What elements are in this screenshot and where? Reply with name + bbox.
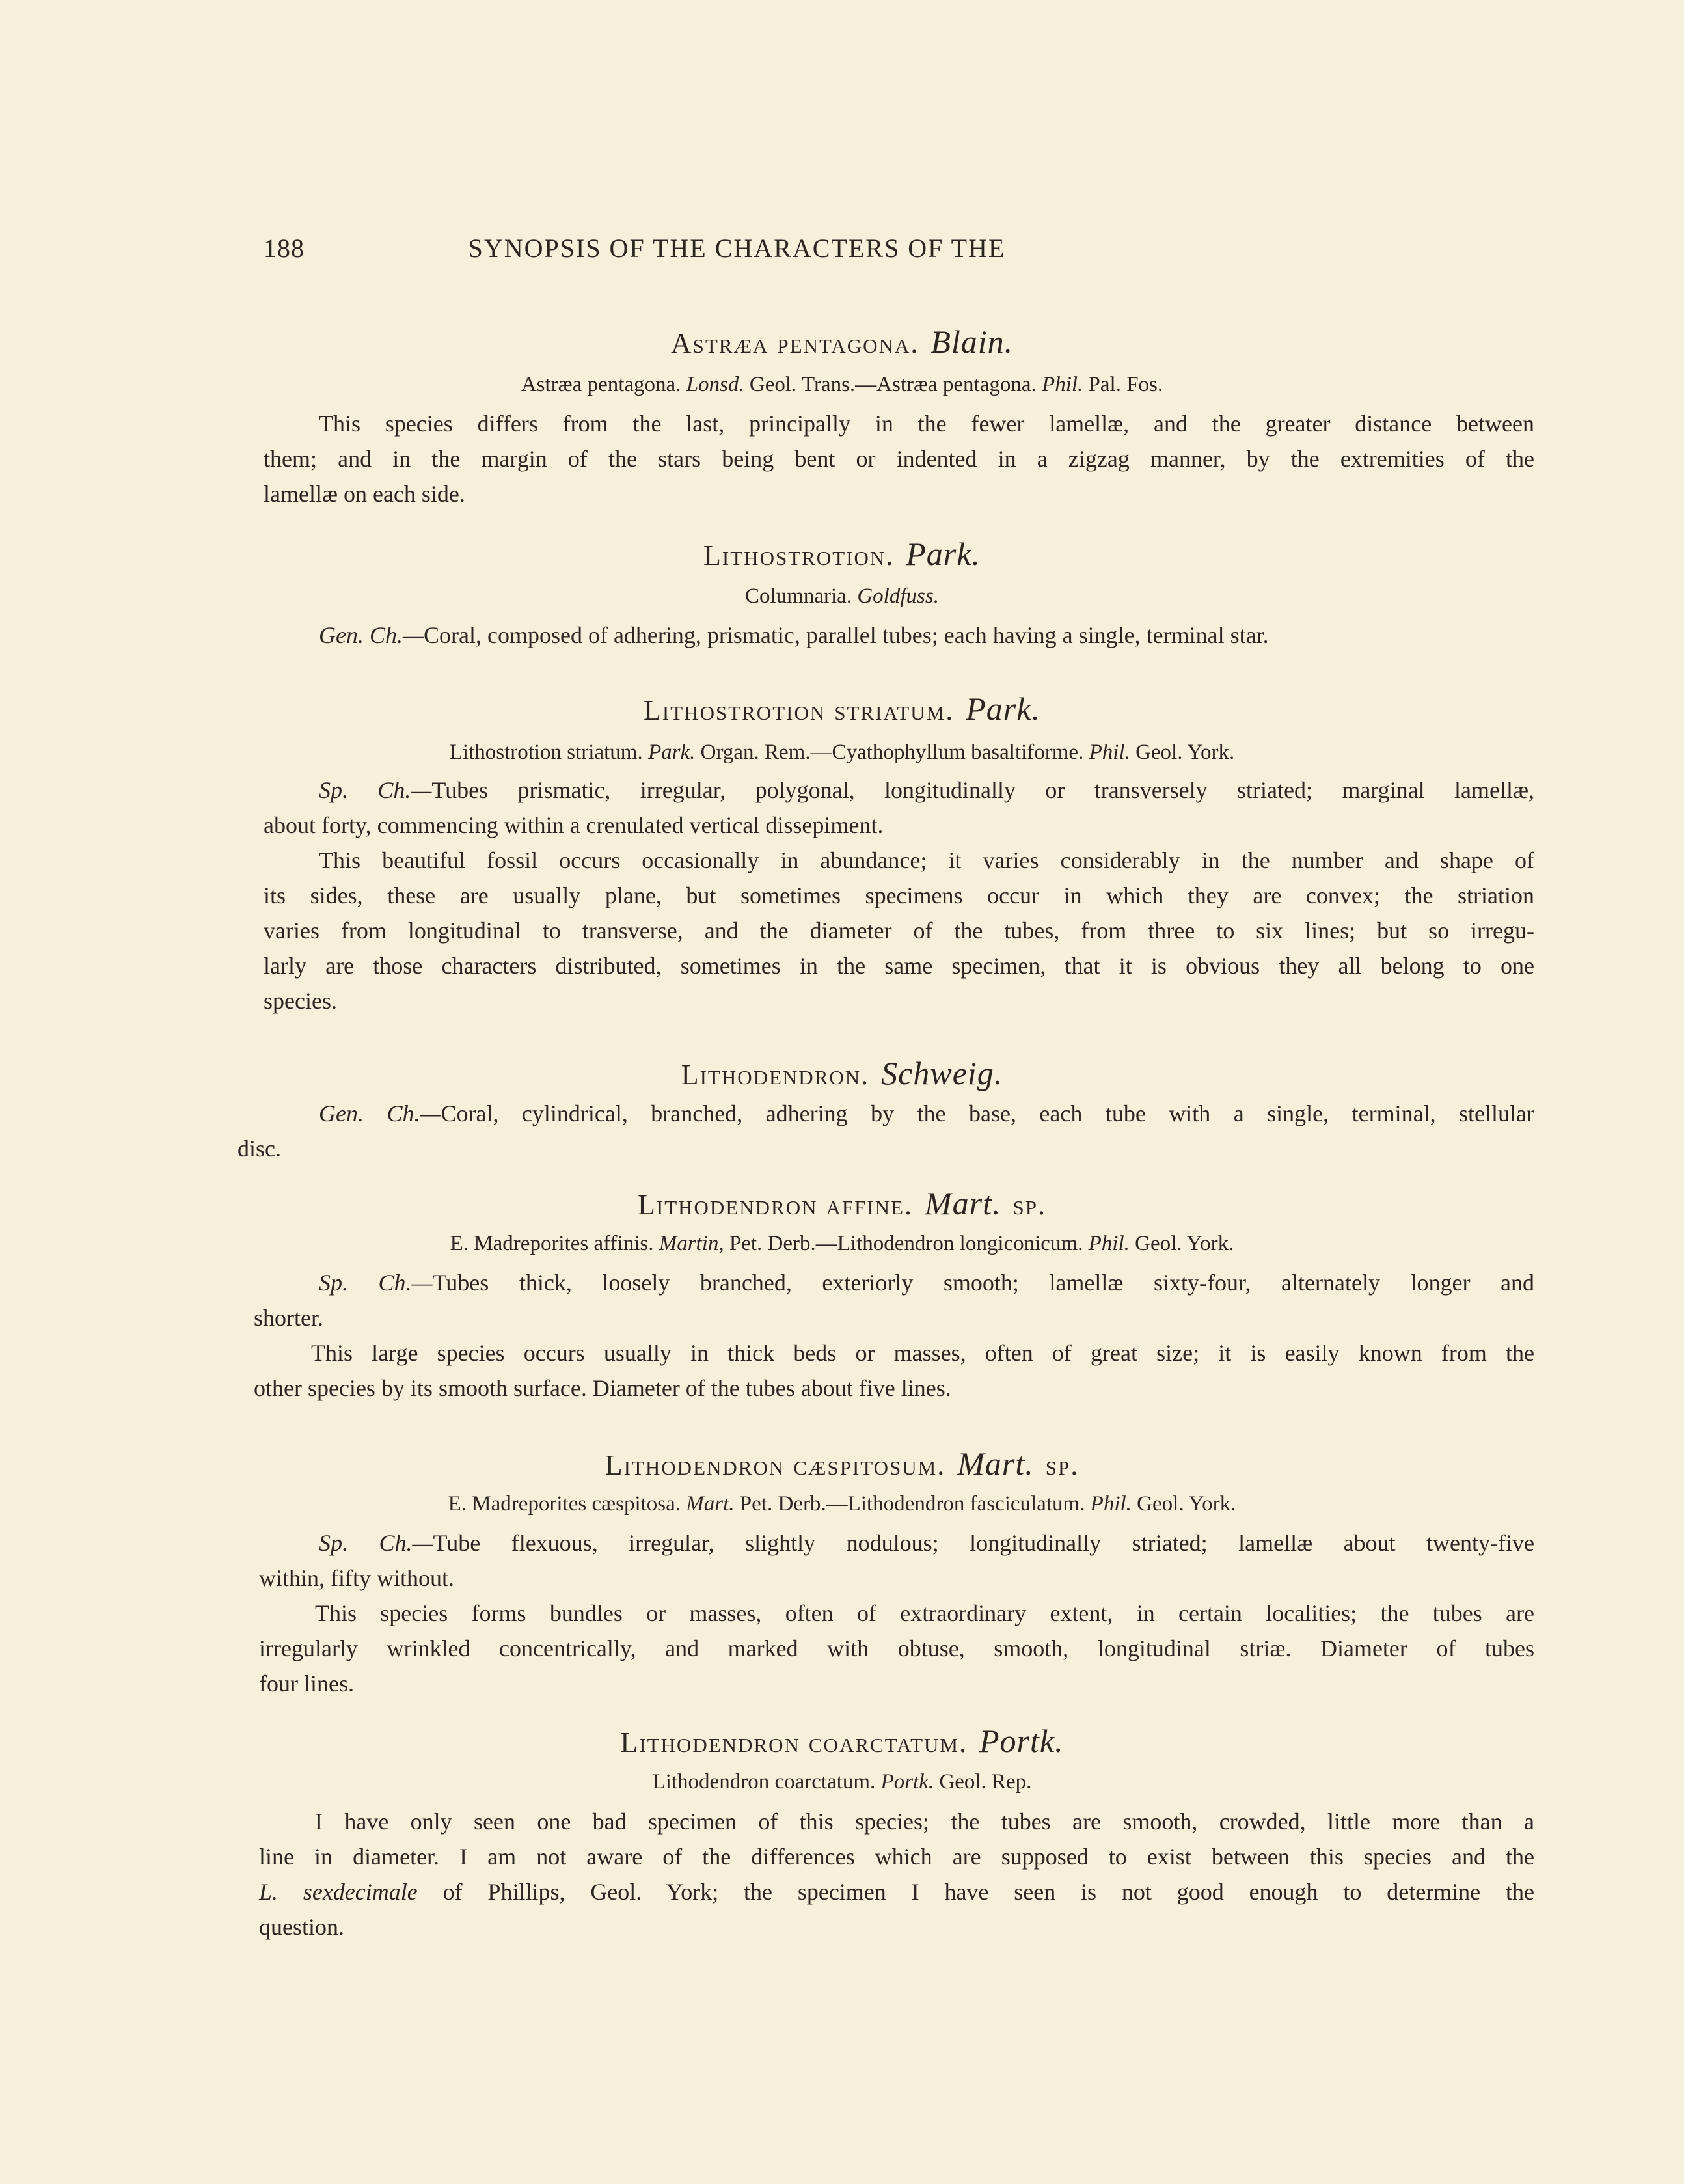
body-line: irregularly wrinkled concentrically, and marked with obtuse, smooth, longitudinal striæ. Diameter of tubes [259,1635,1534,1661]
citation-text: Pet. Derb.—Lithodendron longiconicum. [724,1232,1089,1255]
synonymy-lithostrotion [0,584,1684,608]
specific-character-label: Sp. Ch.— [319,1270,433,1296]
body-line: four lines. [259,1671,354,1697]
body-line: Gen. Ch.—Coral, cylindrical, branched, adhering by the base, each tube with a single, terminal, stellular [319,1100,1534,1126]
citation-text: Columnaria. [745,584,858,608]
section-heading-lithodendron-affine [0,1184,1684,1222]
section-heading-lithodendron [0,1054,1684,1092]
citation-author: Lonsd. [686,373,744,396]
author: Park. [966,690,1040,727]
synonymy-lithodendron-affine [0,1232,1684,1256]
generic-character-label: Gen. Ch.— [319,622,424,648]
citation-author: Phil. [1042,373,1083,396]
specific-character-label: Sp. Ch.— [319,1530,433,1556]
citation-author: Park. [647,741,696,764]
citation-author: Mart. [686,1492,735,1516]
citation-text: Astræa pentagona. [521,373,686,396]
body-line: species. [264,988,337,1014]
citation-author: Portk. [880,1770,934,1794]
body-line: Sp. Ch.—Tube flexuous, irregular, slightly nodulous; longitudinally striated; lamellæ about twenty-five [319,1530,1534,1556]
author: Blain. [930,323,1014,360]
section-heading-lithostrotion [0,535,1684,573]
author: Mart. [957,1445,1034,1482]
body-line: L. sexdecimale of Phillips, Geol. York; the specimen I have seen is not good enough to determine the [259,1879,1534,1905]
page-number: 188 [264,234,305,263]
sp-suffix: sp. [1012,1189,1046,1221]
body-line: This species differs from the last, principally in the fewer lamellæ, and the greater distance between [319,411,1534,437]
genus-name: Lithodendron. [681,1059,870,1091]
body-line: line in diameter. I am not aware of the differences which are supposed to exist between this species and the [259,1844,1534,1870]
citation-text: Geol. York. [1131,1492,1236,1516]
body-line: This beautiful fossil occurs occasionally in abundance; it varies considerably in the number and shape of [319,847,1534,873]
species-name: Lithodendron coarctatum. [620,1727,968,1758]
citation-text: Geol. Trans.—Astræa pentagona. [744,373,1042,396]
body-line: question. [259,1914,344,1940]
body-line: Sp. Ch.—Tubes prismatic, irregular, polygonal, longitudinally or transversely striated; marginal lamellæ, [319,777,1534,803]
author: Portk. [979,1723,1064,1759]
body-line: shorter. [254,1305,323,1331]
species-name: Lithostrotion striatum. [644,694,955,726]
synonymy-astraea-pentagona [0,373,1684,397]
running-title: SYNOPSIS OF THE CHARACTERS OF THE [468,234,1006,263]
citation-text: Geol. Rep. [934,1770,1032,1794]
body-line: disc. [238,1136,281,1162]
genus-name: Lithostrotion. [703,539,895,571]
citation-text: Pal. Fos. [1083,373,1163,396]
body-line: I have only seen one bad specimen of this species; the tubes are smooth, crowded, little more than a [315,1809,1534,1835]
citation-text: Lithodendron coarctatum. [652,1770,881,1794]
body-line: larly are those characters distributed, sometimes in the same specimen, that it is obvious they all belong to one [264,953,1534,979]
running-head [264,233,1210,264]
body-line: This large species occurs usually in thick beds or masses, often of great size; it is easily known from the [311,1340,1534,1366]
body-line: This species forms bundles or masses, often of extraordinary extent, in certain localities; the tubes are [315,1600,1534,1626]
citation-text: Geol. York. [1129,1232,1234,1255]
species-name: Astræa pentagona. [670,327,919,359]
citation-author: Phil. [1090,1492,1132,1516]
citation-author: Goldfuss. [857,584,939,608]
specific-character-label: Sp. Ch.— [319,777,432,803]
body-line: other species by its smooth surface. Diameter of the tubes about five lines. [254,1375,951,1401]
citation-text: E. Madreporites cæspitosa. [448,1492,686,1516]
body-line: within, fifty without. [259,1565,454,1591]
body-line: varies from longitudinal to transverse, and the diameter of the tubes, from three to six lines; but so irregu- [264,918,1534,944]
citation-author: Phil. [1089,741,1130,764]
sp-suffix: sp. [1045,1449,1080,1481]
section-heading-lithostrotion-striatum [0,690,1684,728]
body-line: them; and in the margin of the stars being bent or indented in a zigzag manner, by the extremities of the [264,446,1534,472]
species-name: Lithodendron cæspitosum. [604,1449,946,1481]
generic-character-label: Gen. Ch.— [319,1100,441,1126]
body-line: Sp. Ch.—Tubes thick, loosely branched, exteriorly smooth; lamellæ sixty-four, alternately longer and [319,1270,1534,1296]
synonymy-lithodendron-coarctatum [0,1770,1684,1794]
section-heading-lithodendron-coarctatum [0,1722,1684,1760]
section-heading-lithodendron-caespitosum [0,1445,1684,1482]
citation-text: Pet. Derb.—Lithodendron fasciculatum. [734,1492,1091,1516]
synonymy-lithodendron-caespitosum [0,1492,1684,1516]
body-line [319,621,1534,649]
citation-text: Organ. Rem.—Cyathophyllum basaltiforme. [695,741,1089,764]
generic-character-text: Coral, composed of adhering, prismatic, parallel tubes; each having a single, terminal star. [424,622,1269,648]
body-line: its sides, these are usually plane, but sometimes specimens occur in which they are convex; the striation [264,882,1534,908]
citation-text: E. Madreporites affinis. [450,1232,659,1255]
body-line: lamellæ on each side. [264,481,465,507]
species-name: Lithodendron affine. [638,1189,913,1221]
citation-text: Lithostrotion striatum. [449,741,648,764]
author: Schweig. [881,1055,1003,1091]
citation-author: Phil. [1088,1232,1130,1255]
species-reference: L. sexdecimale [259,1879,418,1905]
section-heading-astraea-pentagona [0,323,1684,361]
body-line: about forty, commencing within a crenulated vertical dissepiment. [264,812,884,838]
author: Park. [906,536,981,572]
citation-author: Martin, [659,1232,724,1255]
author: Mart. [925,1185,1001,1222]
citation-text: Geol. York. [1130,741,1235,764]
synonymy-lithostrotion-striatum [0,741,1684,765]
